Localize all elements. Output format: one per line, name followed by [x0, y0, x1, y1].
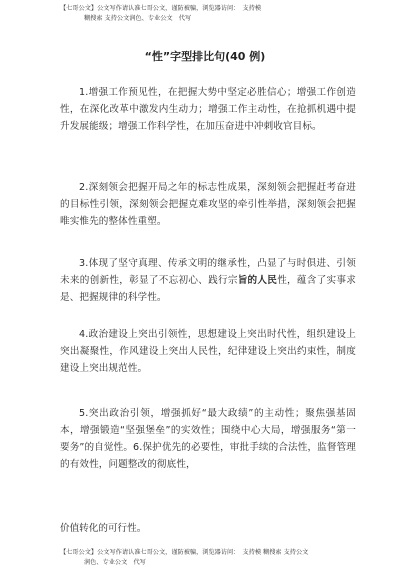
- paragraph-4-text: 4.政治建设上突出引领性，思想建设上突出时代性，组织建设上突出凝聚性，作风建设上突出人民性，纪律建设上突出约束性，制度建设上突出规范性。: [60, 329, 356, 374]
- footer-banner: [60, 548, 360, 568]
- paragraph-2-text: 2.深刻领会把握开局之年的标志性成果，深刻领会把握赶考奋进的目标性引领，深刻领会把握克难攻坚的牵引性举措，深刻领会把握唯实惟先的整体性重塑。: [60, 182, 356, 227]
- paragraph-2: [60, 179, 356, 230]
- paragraph-3: [60, 255, 356, 306]
- document-title: “性”字型排比句(40 例): [144, 50, 266, 63]
- paragraph-3-tail: 性，蕴含了实事求是、把握规律的科学性。: [60, 275, 356, 303]
- paragraph-tail: 价值转化的可行性。: [60, 523, 147, 534]
- paragraph-3-emphasis: 旨的人民: [237, 275, 278, 286]
- paragraph-4: [60, 326, 356, 377]
- paragraph-3-text: 3.体现了坚守真理、传承文明的继承性，凸显了与时俱进、引领未来的创新性，彰显了不忘初心、践行宗: [60, 258, 356, 286]
- header-banner-line1: 【七哥公文】公文写作请认准七哥公文，谨防被骗，浏览器访问： 支持模: [60, 5, 262, 12]
- footer-banner-line1: 【七哥公文】公文写作请认准七哥公文，谨防被骗，浏览器访问： 支持模 糊搜索 支持公文: [60, 549, 309, 556]
- footer-banner-line2: 润色、专业公文 代写: [84, 559, 146, 566]
- paragraph-1-text: 1.增强工作预见性，在把握大势中坚定必胜信心；增强工作创造性，在深化改革中激发内生动力；增强工作主动性，在抢抓机遇中提升发展能级；增强工作科学性，在加压奋进中冲刺收官目标。: [60, 87, 356, 132]
- paragraph-1: [60, 84, 356, 135]
- paragraph-5-text: 5.突出政治引领，增强抓好“最大政绩”的主动性；聚焦强基固本，增强锻造“坚强堡垒”的实效性；围绕中心大局，增强服务“第一要务”的自觉性。6.保护优先的必要性，审批手续的合法性，监督管理的有效性，问题整改的彻底性，: [60, 408, 356, 470]
- header-banner-line2: 糊搜索 支持公文润色、专业公文 代写: [84, 15, 192, 22]
- header-banner: [60, 4, 360, 24]
- paragraph-5: [60, 405, 356, 473]
